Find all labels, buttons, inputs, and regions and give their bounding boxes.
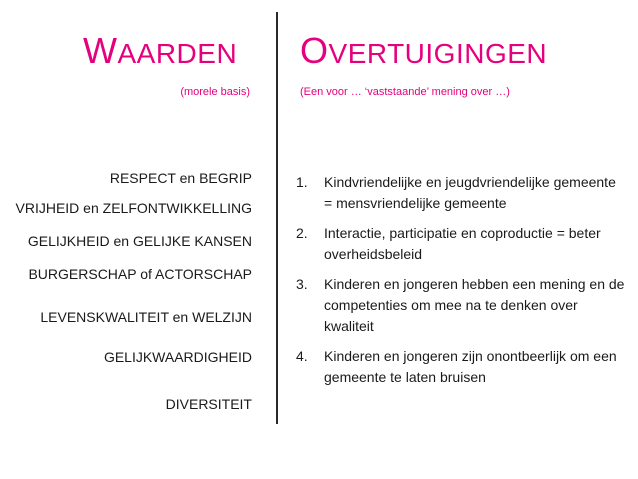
overtuigingen-heading-rest: VERTUIGINGEN bbox=[328, 38, 548, 69]
value-item: GELIJKHEID en GELIJKE KANSEN bbox=[27, 233, 252, 249]
belief-item bbox=[296, 274, 626, 337]
belief-number: 1. bbox=[296, 174, 308, 190]
overtuigingen-heading-initial: O bbox=[300, 30, 329, 71]
value-item: RESPECT en BEGRIP bbox=[109, 170, 252, 186]
belief-text: Kindvriendelijke en jeugdvriendelijke gemeente = mensvriendelijke gemeente bbox=[324, 174, 616, 211]
value-item: BURGERSCHAP of ACTORSCHAP bbox=[28, 266, 252, 282]
value-item: VRIJHEID en ZELFONTWIKKELLING bbox=[15, 200, 252, 216]
beliefs-list bbox=[296, 172, 626, 397]
overtuigingen-heading bbox=[300, 30, 547, 72]
value-item: DIVERSITEIT bbox=[165, 396, 252, 412]
belief-item bbox=[296, 346, 626, 388]
waarden-subtitle: (morele basis) bbox=[180, 86, 250, 98]
belief-item bbox=[296, 223, 626, 265]
value-item: GELIJKWAARDIGHEID bbox=[103, 349, 252, 365]
waarden-heading-initial: W bbox=[83, 30, 118, 71]
belief-text: Interactie, participatie en coproductie = beter overheidsbeleid bbox=[324, 225, 601, 262]
overtuigingen-subtitle: (Een voor … ‘vaststaande’ mening over …) bbox=[300, 86, 510, 98]
waarden-heading-rest: AARDEN bbox=[117, 38, 238, 69]
values-list bbox=[0, 0, 258, 479]
belief-text: Kinderen en jongeren hebben een mening en de competenties om mee na te denken over kwaliteit bbox=[324, 276, 625, 334]
belief-number: 2. bbox=[296, 225, 308, 241]
belief-item bbox=[296, 172, 626, 214]
column-divider bbox=[276, 12, 278, 424]
value-item: LEVENSKWALITEIT en WELZIJN bbox=[40, 309, 252, 325]
belief-text: Kinderen en jongeren zijn onontbeerlijk om een gemeente te laten bruisen bbox=[324, 348, 617, 385]
belief-number: 4. bbox=[296, 348, 308, 364]
belief-number: 3. bbox=[296, 276, 308, 292]
